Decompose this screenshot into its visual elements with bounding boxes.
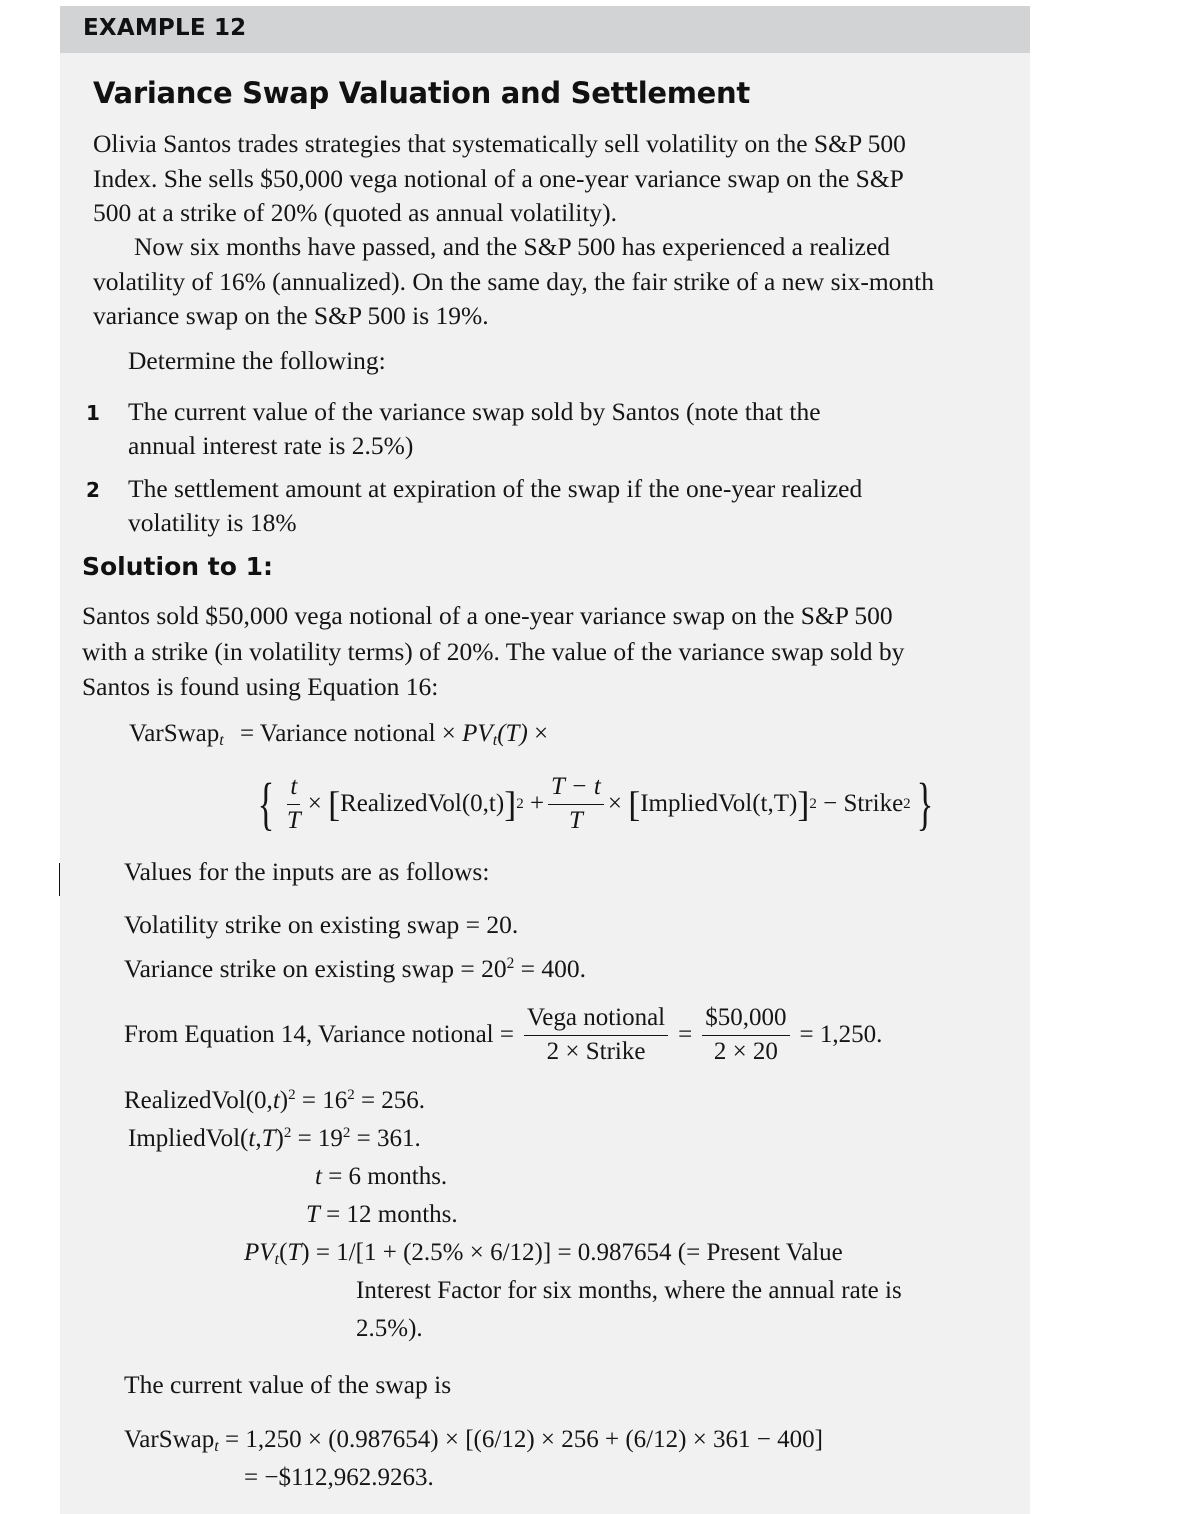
left-brace: { xyxy=(257,771,275,836)
pv-continuation-1: Interest Factor for six months, where the annual rate is xyxy=(356,1277,902,1304)
text-line: Olivia Santos trades strategies that systematically sell volatility on the S&P 500 xyxy=(93,129,906,158)
implied-vol-term: ImpliedVol(t,T) xyxy=(640,790,798,817)
text: = 19 xyxy=(291,1125,343,1152)
determine-text: Determine the following: xyxy=(128,346,386,375)
eq-times: × xyxy=(527,720,549,747)
fraction-T-minus-t-over-T xyxy=(548,773,604,836)
variance-strike-line: Variance strike on existing swap = $20^2 = 400$. xyxy=(124,954,587,983)
text-line: volatility is 18% xyxy=(128,508,297,537)
fraction-t-over-T xyxy=(284,773,304,836)
text: Variance strike on existing swap = 20 xyxy=(124,954,507,983)
frac-num: t xyxy=(287,773,300,805)
equation-16-line-2: { $\frac{t}{T}$ × [ RealizedVol(0,t) ] 2 + $\frac{T - t}{T}$ × [ ImpliedVol(t,T) ] 2 − Strike 2 } xyxy=(257,771,933,836)
example-label: EXAMPLE 12 xyxy=(83,15,247,41)
fraction-vega-over-strike xyxy=(524,1004,668,1067)
text-line: The current value of the variance swap sold by Santos (note that the xyxy=(128,397,821,426)
question-2 xyxy=(128,472,862,540)
eq-lhs: VarSwap xyxy=(129,720,220,747)
equation-14: From Equation 14, Variance notional = $\frac{\text{Vega notional}}{\text{2 × Strike}}$ = $\frac{\$50,000}{2 \times 20}$ = 1,250. xyxy=(124,1003,883,1065)
text-line: Index. She sells $50,000 vega notional of a one-year variance swap on the S&P xyxy=(93,163,904,193)
text-line: annual interest rate is 2.5%) xyxy=(128,431,414,460)
text: = 12 months. xyxy=(319,1201,458,1228)
question-1 xyxy=(128,395,821,463)
pv-value: $PV_t(T) = 1/[1 + (2.5\% \times 6/12)] = 0.987654$ (= Present Value xyxy=(244,1239,843,1269)
text-line: with a strike (in volatility terms) of 20%. The value of the variance swap sold by xyxy=(82,636,905,666)
frac-den: T xyxy=(568,806,583,834)
right-brace: } xyxy=(916,771,933,836)
final-calculation-line-1: VarSwap$_t$ = 1,250 × (0.987654) × [(6/12) × 256 + (6/12) × 361 − 400] xyxy=(124,1426,823,1456)
T-value: T = 12 months. xyxy=(306,1201,458,1228)
example-title: Variance Swap Valuation and Settlement xyxy=(93,76,750,110)
text: = 16 xyxy=(295,1087,348,1114)
frac-den: 2 × Strike xyxy=(546,1037,646,1065)
text-line: variance swap on the S&P 500 is 19%. xyxy=(93,301,489,330)
t-value: t = 6 months. xyxy=(315,1163,448,1190)
eq-pv: PV xyxy=(462,720,493,747)
eq-sub: t xyxy=(219,731,224,750)
question-number: 1 xyxy=(86,401,100,425)
text: RealizedVol(0, xyxy=(124,1087,273,1114)
text: ImpliedVol( xyxy=(128,1125,249,1152)
volatility-strike-line: Volatility strike on existing swap = 20. xyxy=(124,910,519,939)
text-line: Now six months have passed, and the S&P 500 has experienced a realized xyxy=(134,232,891,261)
intro-paragraph-1 xyxy=(93,127,906,231)
realized-vol-value: $RealizedVol(0,t)^2 = 16^2 = 256$. xyxy=(124,1087,426,1114)
eq-rhs: = Variance notional × xyxy=(240,720,463,747)
text: = 256. xyxy=(354,1087,426,1114)
pv-continuation-2: 2.5%). xyxy=(356,1315,423,1342)
equation-16-line-1 xyxy=(129,720,548,748)
eq14-prefix: From Equation 14, Variance notional = xyxy=(124,1021,514,1048)
fraction-50000-over-40 xyxy=(702,1004,789,1067)
inputs-intro: Values for the inputs are as follows: xyxy=(124,857,490,886)
strike-term: Strike xyxy=(843,790,904,817)
final-result: = −$112,962.9263. xyxy=(244,1464,434,1491)
frac-num: $50,000 xyxy=(702,1004,789,1036)
frac-den: 2 × 20 xyxy=(713,1037,778,1065)
frac-num: T − t xyxy=(548,773,604,805)
eq14-result: = 1,250. xyxy=(799,1021,883,1048)
text-line: The settlement amount at expiration of the swap if the one-year realized xyxy=(128,474,863,503)
example-panel xyxy=(60,6,1030,1514)
implied-vol-value: $ImpliedVol(t,T)^2 = 19^2 = 361$. xyxy=(128,1125,421,1152)
frac-num: Vega notional xyxy=(524,1004,668,1036)
text: = 1,250 × (0.987654) × [(6/12) × 256 + (6/12) × 361 − 400] xyxy=(218,1426,823,1453)
intro-paragraph-2 xyxy=(93,230,934,334)
text: = 1/[1 + (2.5% × 6/12)] = 0.987654 (= Present Value xyxy=(309,1239,843,1266)
realized-vol-term: RealizedVol(0,t) xyxy=(340,790,505,817)
eq-pv-arg: (T) xyxy=(497,720,528,747)
question-number: 2 xyxy=(86,478,100,502)
text-line: volatility of 16% (annualized). On the same day, the fair strike of a new six-month xyxy=(93,266,935,296)
current-value-intro: The current value of the swap is xyxy=(124,1370,452,1399)
eq-sub: t xyxy=(492,731,498,750)
text: = 361. xyxy=(350,1125,421,1152)
text-line: Santos sold $50,000 vega notional of a one-year variance swap on the S&P 500 xyxy=(82,601,893,630)
example-header xyxy=(60,6,1030,53)
text: = 6 months. xyxy=(321,1163,448,1190)
solution-intro xyxy=(82,598,904,705)
text-line: Santos is found using Equation 16: xyxy=(82,672,439,701)
text: = 400. xyxy=(514,954,587,983)
text-line: 500 at a strike of 20% (quoted as annual volatility). xyxy=(93,198,618,227)
solution-heading: Solution to 1: xyxy=(82,552,273,581)
frac-den: T xyxy=(286,806,301,834)
